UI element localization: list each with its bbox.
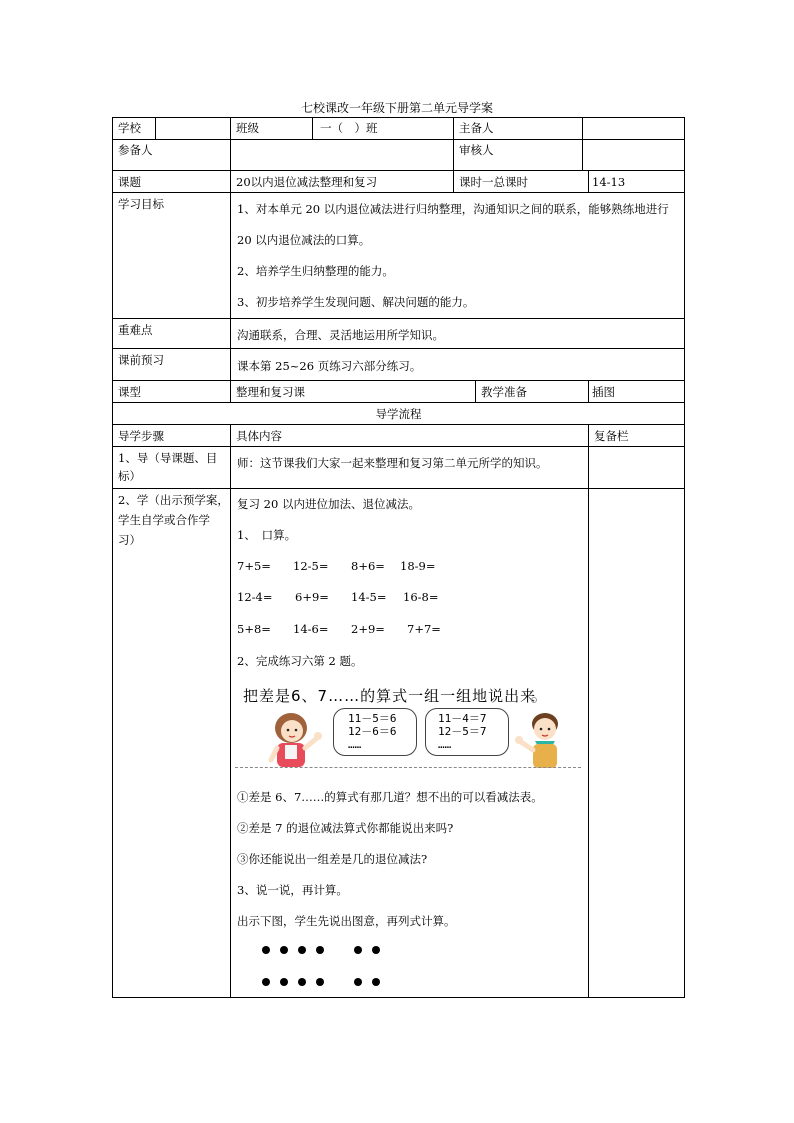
- flow-section-title: 导学流程: [375, 407, 422, 421]
- dot-mark: [372, 978, 380, 986]
- goal-1a: 1、对本单元 20 以内退位减法进行归纳整理，沟通知识之间的联系，能够熟练地进行: [237, 202, 669, 216]
- bubble-line: 11－4＝7: [438, 712, 487, 725]
- review-title: 复习 20 以内进位加法、退位减法。: [237, 497, 420, 511]
- col-content: 具体内容: [236, 429, 282, 443]
- goal-2: 2、培养学生归纳整理的能力。: [237, 264, 394, 278]
- oral-expression: 7+7=: [407, 622, 441, 636]
- oral-expression: 5+8=: [237, 622, 271, 636]
- prep-value: 插图: [592, 385, 615, 399]
- step1-label-b: 标）: [118, 469, 141, 483]
- question-1: ①差是 6、7……的算式有那几道？想不出的可以看减法表。: [237, 790, 543, 804]
- bubble-line: ……: [438, 738, 452, 751]
- step2-label-a: 2、学（出示预学案，: [118, 493, 229, 507]
- type-value: 整理和复习课: [236, 385, 305, 399]
- exercise-title: 2、完成练习六第 2 题。: [237, 654, 363, 668]
- dot-mark: [372, 946, 380, 954]
- oral-expression: 16-8=: [403, 590, 439, 604]
- oral-expression: 2+9=: [351, 622, 385, 636]
- bubble-line: 12－6＝6: [348, 725, 397, 738]
- dot-mark: [316, 946, 324, 954]
- period-label: 课时一总课时: [459, 175, 528, 189]
- school-label: 学校: [118, 121, 141, 135]
- dot-mark: [354, 978, 362, 986]
- key-value: 沟通联系，合理、灵活地运用所学知识。: [237, 328, 444, 342]
- oral-expression: 14-6=: [293, 622, 329, 636]
- col-notes: 复备栏: [594, 429, 629, 443]
- girl-figure-icon: [265, 708, 335, 774]
- boy-figure-icon: [507, 708, 577, 774]
- question-3: ③你还能说出一组差是几的退位减法?: [237, 852, 428, 866]
- lead-prep-label: 主备人: [459, 121, 494, 135]
- oral-title: 1、 口算。: [237, 528, 297, 542]
- bubble-right-text: [438, 712, 487, 751]
- preview-label: 课前预习: [118, 353, 164, 367]
- goal-1b: 20 以内退位减法的口算。: [237, 233, 371, 247]
- reviewer-label: 审核人: [459, 143, 494, 157]
- oral-expression: 14-5=: [351, 590, 387, 604]
- preview-value: 课本第 25~26 页练习六部分练习。: [237, 359, 422, 373]
- say-description: 出示下图，学生先说出图意，再列式计算。: [237, 914, 456, 928]
- topic-value: 20以内退位减法整理和复习: [236, 175, 378, 189]
- dot-mark: [280, 978, 288, 986]
- oral-expression: 8+6=: [351, 559, 385, 573]
- oral-expression: 7+5=: [237, 559, 271, 573]
- key-label: 重难点: [118, 323, 153, 337]
- textbook-illustration: [235, 682, 585, 778]
- step1-label-a: 1、导（导课题、目: [118, 451, 218, 465]
- step2-label-c: 习）: [118, 533, 141, 547]
- dot-mark: [262, 946, 270, 954]
- bubble-line: ……: [348, 738, 362, 751]
- type-label: 课型: [118, 385, 141, 399]
- dot-mark: [316, 978, 324, 986]
- oral-expression: 12-5=: [293, 559, 329, 573]
- participants-label: 参备人: [118, 143, 153, 157]
- oral-expression: 12-4=: [237, 590, 273, 604]
- oral-expression: 18-9=: [400, 559, 436, 573]
- topic-label: 课题: [118, 175, 141, 189]
- illustration-caption: 把差是6、7……的算式一组一组地说出来: [243, 687, 537, 705]
- step1-content: 师：这节课我们大家一起来整理和复习第二单元所学的知识。: [237, 456, 548, 470]
- period-value: 14-13: [592, 175, 626, 189]
- oral-expression: 6+9=: [295, 590, 329, 604]
- class-label: 班级: [236, 121, 259, 135]
- say-title: 3、说一说，再计算。: [237, 883, 348, 897]
- dot-mark: [280, 946, 288, 954]
- bubble-line: 12－5＝7: [438, 725, 487, 738]
- class-value: 一（ ）班: [320, 121, 378, 135]
- dot-mark: [298, 946, 306, 954]
- document-title: 七校课改一年级下册第二单元导学案: [300, 101, 493, 115]
- prep-label: 教学准备: [481, 385, 527, 399]
- dot-mark: [354, 946, 362, 954]
- goals-label: 学习目标: [118, 197, 164, 211]
- goal-3: 3、初步培养学生发现问题、解决问题的能力。: [237, 295, 475, 309]
- col-steps: 导学步骤: [118, 429, 164, 443]
- dot-mark: [298, 978, 306, 986]
- bubble-line: 11－5＝6: [348, 712, 397, 725]
- step2-label-b: 学生自学或合作学: [118, 513, 210, 527]
- dot-mark: [262, 978, 270, 986]
- decorative-dot: [531, 697, 537, 703]
- bubble-left-text: [348, 712, 397, 751]
- question-2: ②差是 7 的退位减法算式你都能说出来吗?: [237, 821, 454, 835]
- illustration-baseline: [235, 767, 581, 768]
